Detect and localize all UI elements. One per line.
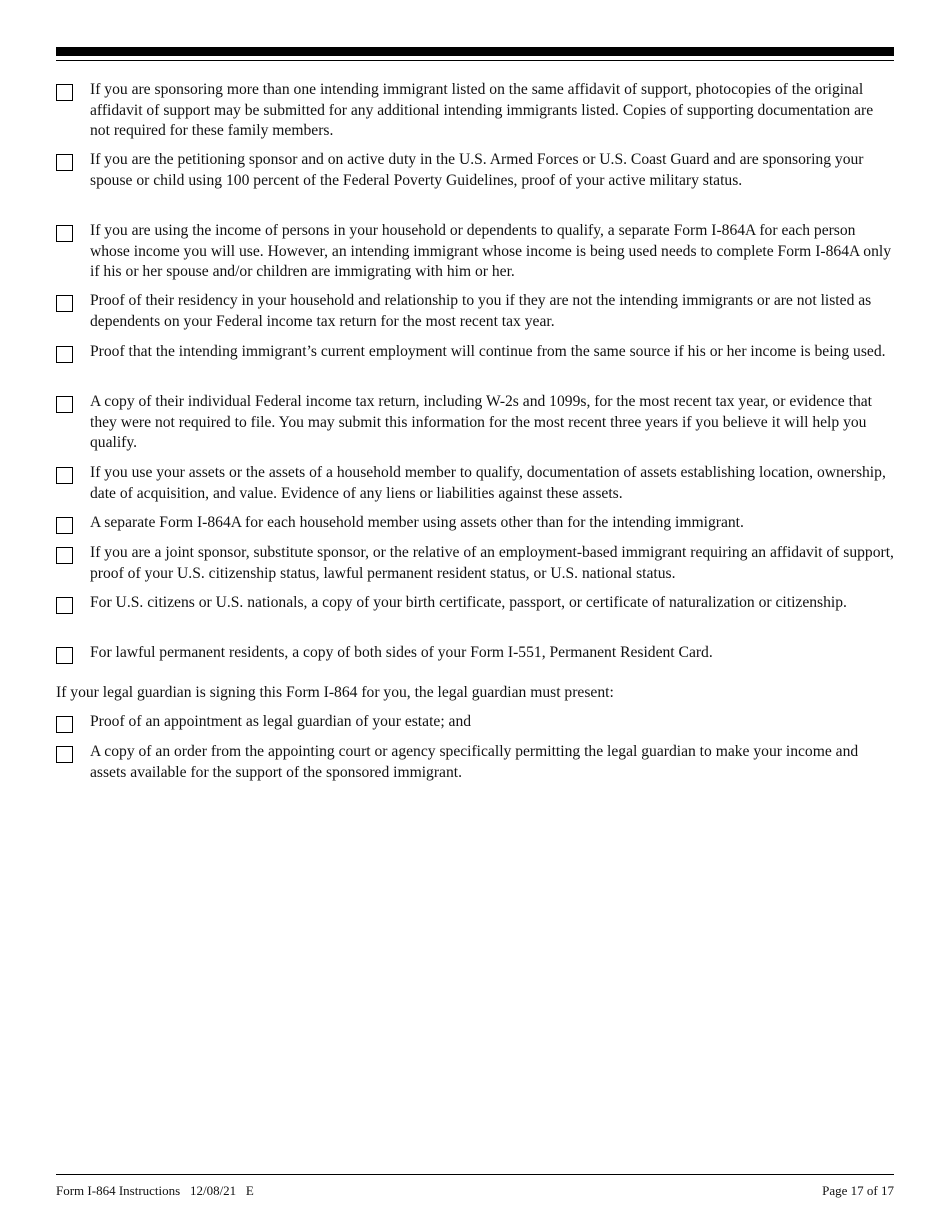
checklist-item-text: Proof of an appointment as legal guardian of your estate; and xyxy=(90,713,472,730)
checklist-item-text: A copy of their individual Federal income tax return, including W-2s and 1099s, for the most recent tax year, or evidence that they were not required to file. You may submit this information for the most recent three years if you believe it will help you qualify. xyxy=(90,393,873,452)
checklist-item-text: A copy of an order from the appointing court or agency specifically permitting the legal guardian to make your income and assets available for the support of the sponsored immigrant. xyxy=(90,743,859,781)
checkbox[interactable] xyxy=(56,225,73,242)
checklist-item-text: If you are sponsoring more than one intending immigrant listed on the same affidavit of support, photocopies of the original affidavit of support may be submitted for any additional intending immigrants listed. Copies of supporting documentation are not required for these family members. xyxy=(90,81,874,140)
checkbox[interactable] xyxy=(56,154,73,171)
checkbox[interactable] xyxy=(56,517,73,534)
checklist-item-text: A separate Form I-864A for each household member using assets other than for the intending immigrant. xyxy=(90,514,744,531)
checklist-item-text: If you are a joint sponsor, substitute sponsor, or the relative of an employment-based immigrant requiring an affidavit of support, proof of your U.S. citizenship status, lawful permanent resident status, or U.S. national status. xyxy=(90,544,894,582)
header-thin-rule xyxy=(56,60,894,61)
checkbox[interactable] xyxy=(56,467,73,484)
checkbox[interactable] xyxy=(56,295,73,312)
checkbox[interactable] xyxy=(56,346,73,363)
checkbox[interactable] xyxy=(56,396,73,413)
guardian-lead-text: If your legal guardian is signing this Form I-864 for you, the legal guardian must present: xyxy=(56,684,614,701)
checkbox[interactable] xyxy=(56,597,73,614)
footer-page-number: Page 17 of 17 xyxy=(822,1183,894,1198)
checkbox[interactable] xyxy=(56,84,73,101)
header-thick-rule xyxy=(56,47,894,56)
checklist-item-text: If you are the petitioning sponsor and on active duty in the U.S. Armed Forces or U.S. Coast Guard and are sponsoring your spouse or child using 100 percent of the Federal Poverty Guidelines, proof of your active military status. xyxy=(90,151,864,189)
checkbox[interactable] xyxy=(56,716,73,733)
checklist-item-text: If you are using the income of persons in your household or dependents to qualify, a separate Form I-864A for each person whose income you will use. However, an intending immigrant whose income is being used needs to complete Form I-864A only if his or her spouse and/or children are immigrating with him or her. xyxy=(90,222,892,281)
footer-form-info: Form I-864 Instructions 12/08/21 E xyxy=(56,1183,254,1198)
checklist-item-text: Proof of their residency in your household and relationship to you if they are not the intending immigrants or are not listed as dependents on your Federal income tax return for the most recent tax year. xyxy=(90,292,872,330)
checklist-item-text: If you use your assets or the assets of a household member to qualify, documentation of assets establishing location, ownership, date of acquisition, and value. Evidence of any liens or liabilities against these assets. xyxy=(90,464,886,502)
checklist-item-text: For U.S. citizens or U.S. nationals, a copy of your birth certificate, passport, or certificate of naturalization or citizenship. xyxy=(90,594,847,611)
checklist-item-text: For lawful permanent residents, a copy of both sides of your Form I-551, Permanent Resident Card. xyxy=(90,644,713,661)
checkbox[interactable] xyxy=(56,647,73,664)
footer-rule xyxy=(56,1174,894,1175)
checkbox[interactable] xyxy=(56,547,73,564)
checkbox[interactable] xyxy=(56,746,73,763)
checklist-item-text: Proof that the intending immigrant’s current employment will continue from the same source if his or her income is being used. xyxy=(90,343,886,360)
